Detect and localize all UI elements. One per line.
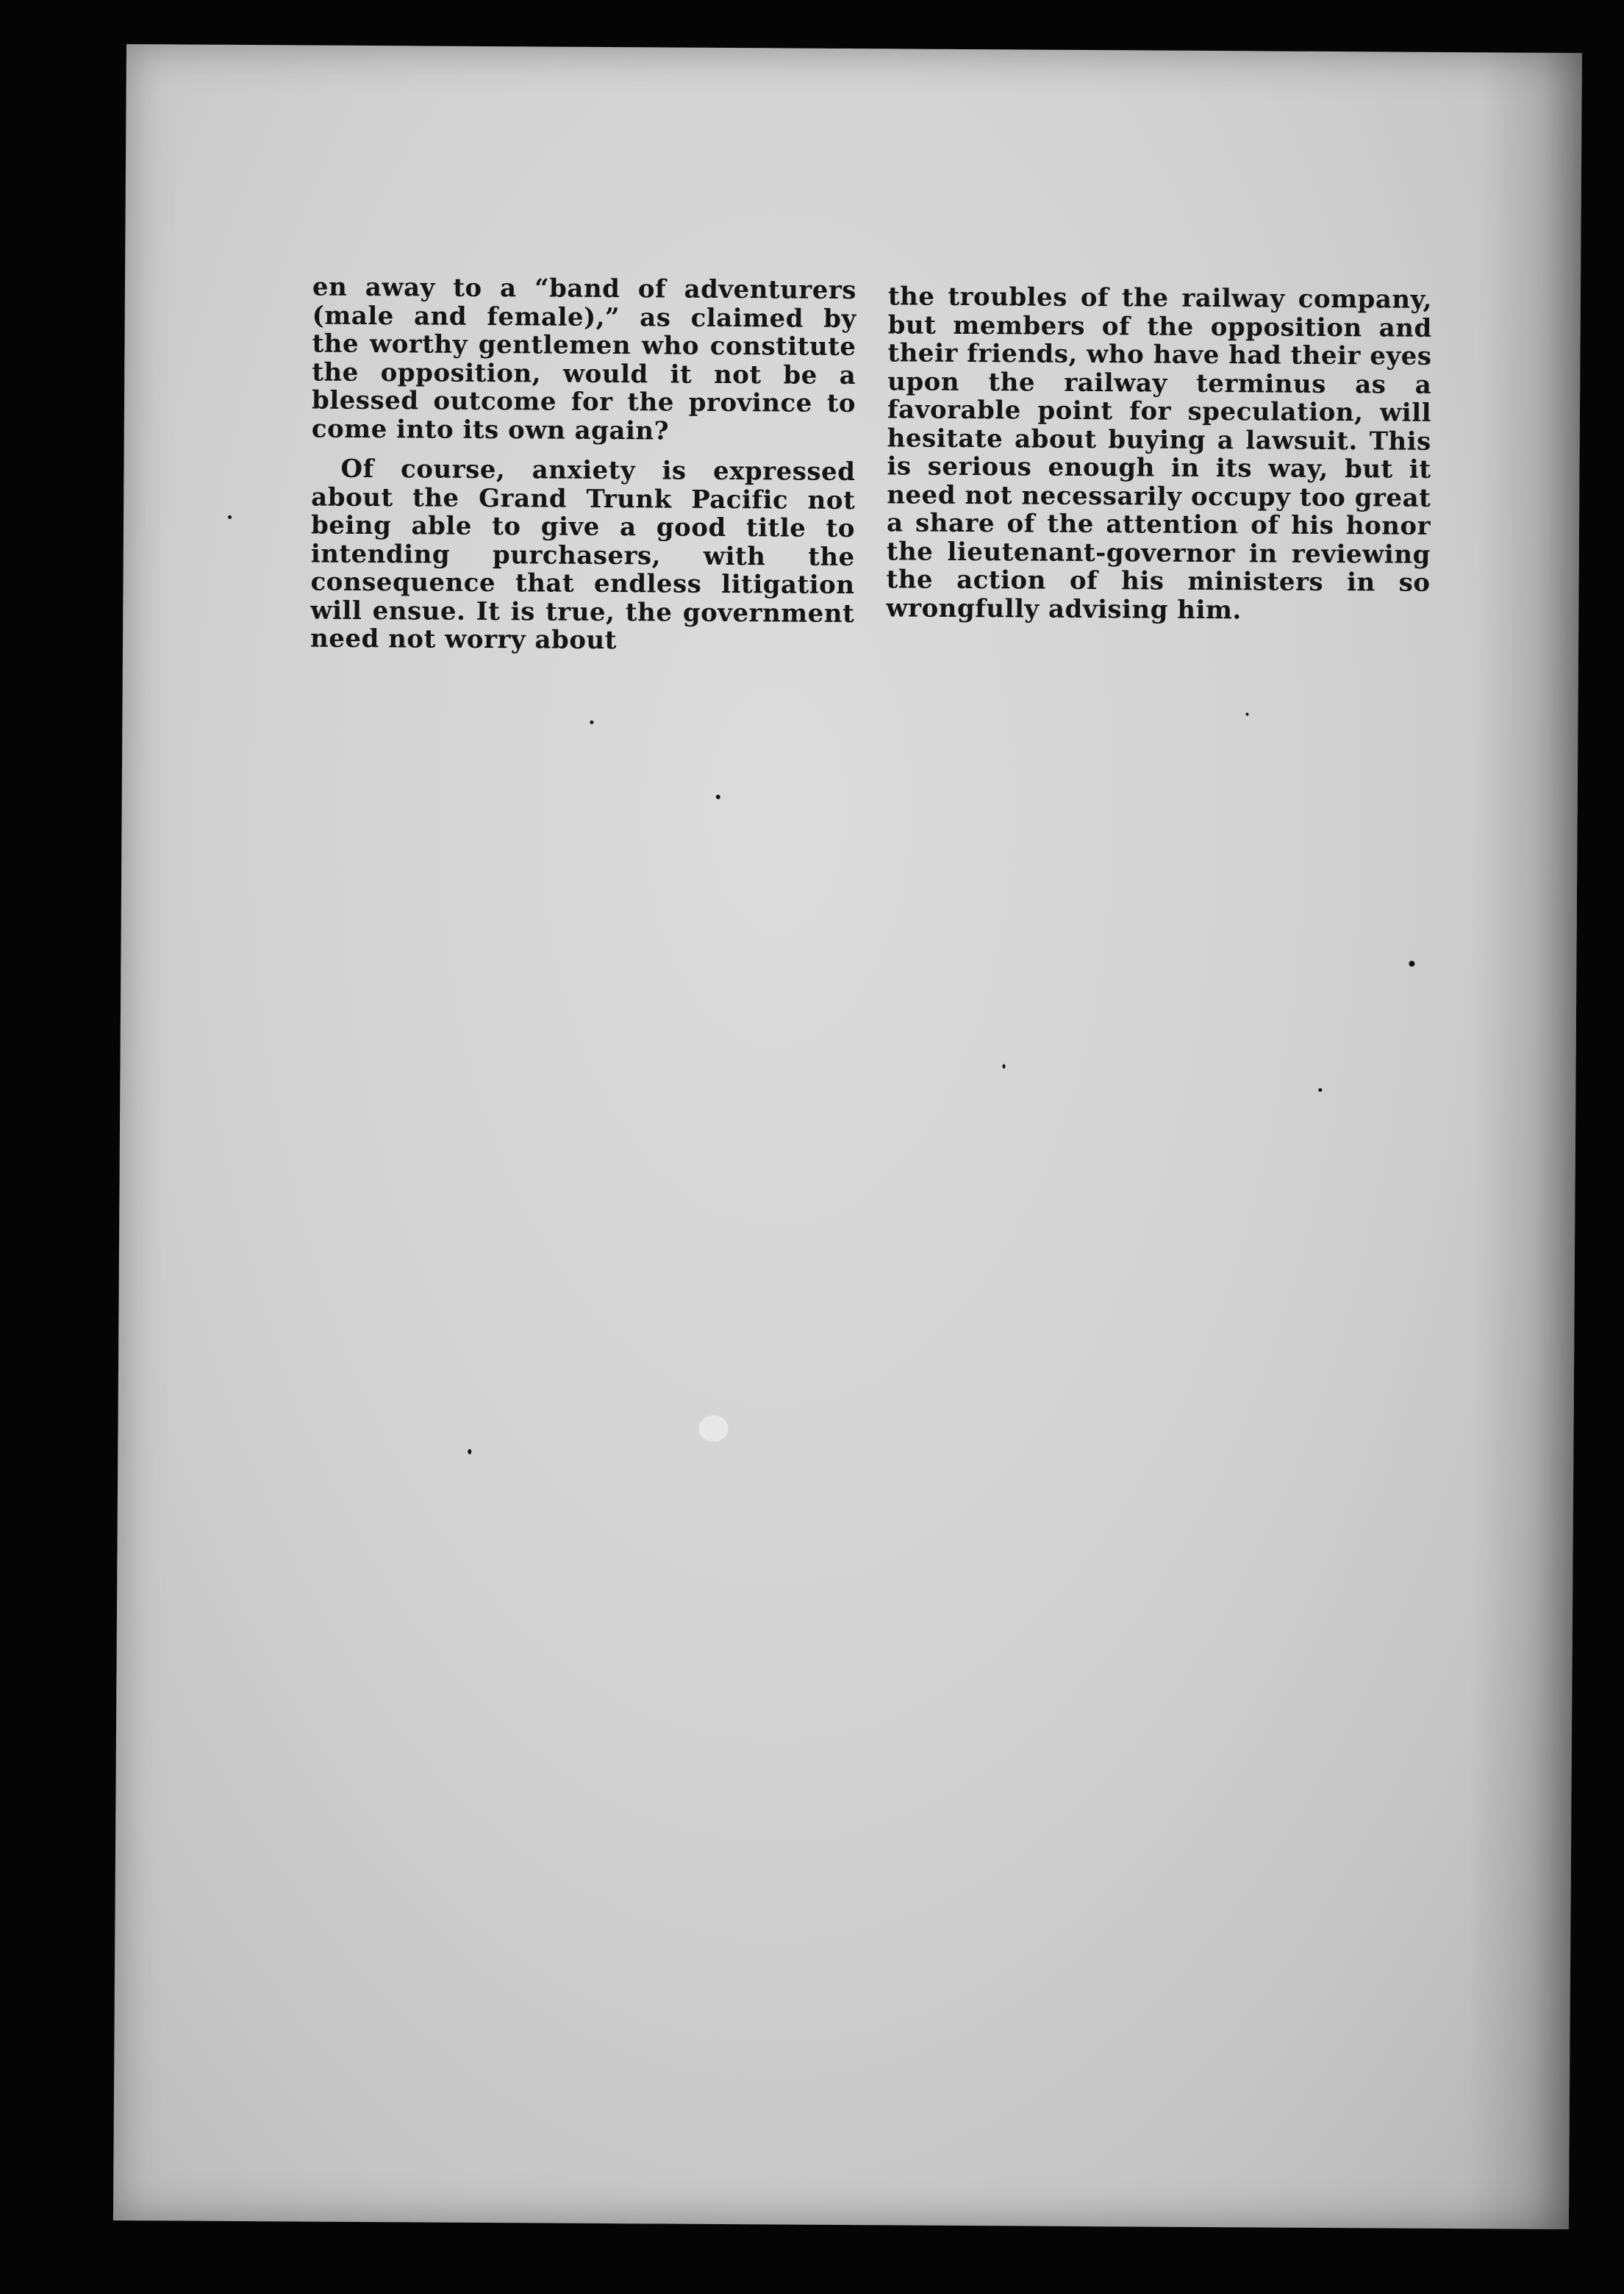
dust-speck bbox=[1409, 961, 1414, 967]
film-blemish bbox=[698, 1415, 728, 1442]
left-paragraph-1: en away to a “band of adventurers (male and female),” as claimed by the worthy gentlemen who constitute the opposition, would it not be a blessed outcome for the province to come into its own again? bbox=[311, 272, 857, 446]
left-text-column bbox=[310, 274, 856, 657]
dust-speck bbox=[716, 795, 720, 799]
right-paragraph-1: the troubles of the railway company, but members of the opposition and their friends, who have had their eyes upon the railway terminus as a favorable point for speculation, will hesitate about buying a lawsuit. This is serious enough in its way, but it need not necessarily occupy too great a share of the attention of his honor the lieutenant-governor in reviewing the action of his ministers in so wrongfully advising him. bbox=[886, 282, 1433, 625]
dust-speck bbox=[468, 1449, 471, 1454]
dust-speck bbox=[590, 721, 593, 724]
dust-speck bbox=[1003, 1064, 1006, 1068]
left-paragraph-2: Of course, anxiety is expressed about the Grand Trunk Pacific not being able to give a good title to intending purchasers, with the consequence that endless litigation will ensue. It is true, the government need not worry about bbox=[310, 454, 856, 656]
dust-speck bbox=[1318, 1088, 1322, 1092]
document-page bbox=[113, 44, 1582, 2229]
right-text-column bbox=[886, 282, 1432, 626]
dust-speck bbox=[228, 515, 232, 519]
dust-speck bbox=[1245, 712, 1248, 715]
